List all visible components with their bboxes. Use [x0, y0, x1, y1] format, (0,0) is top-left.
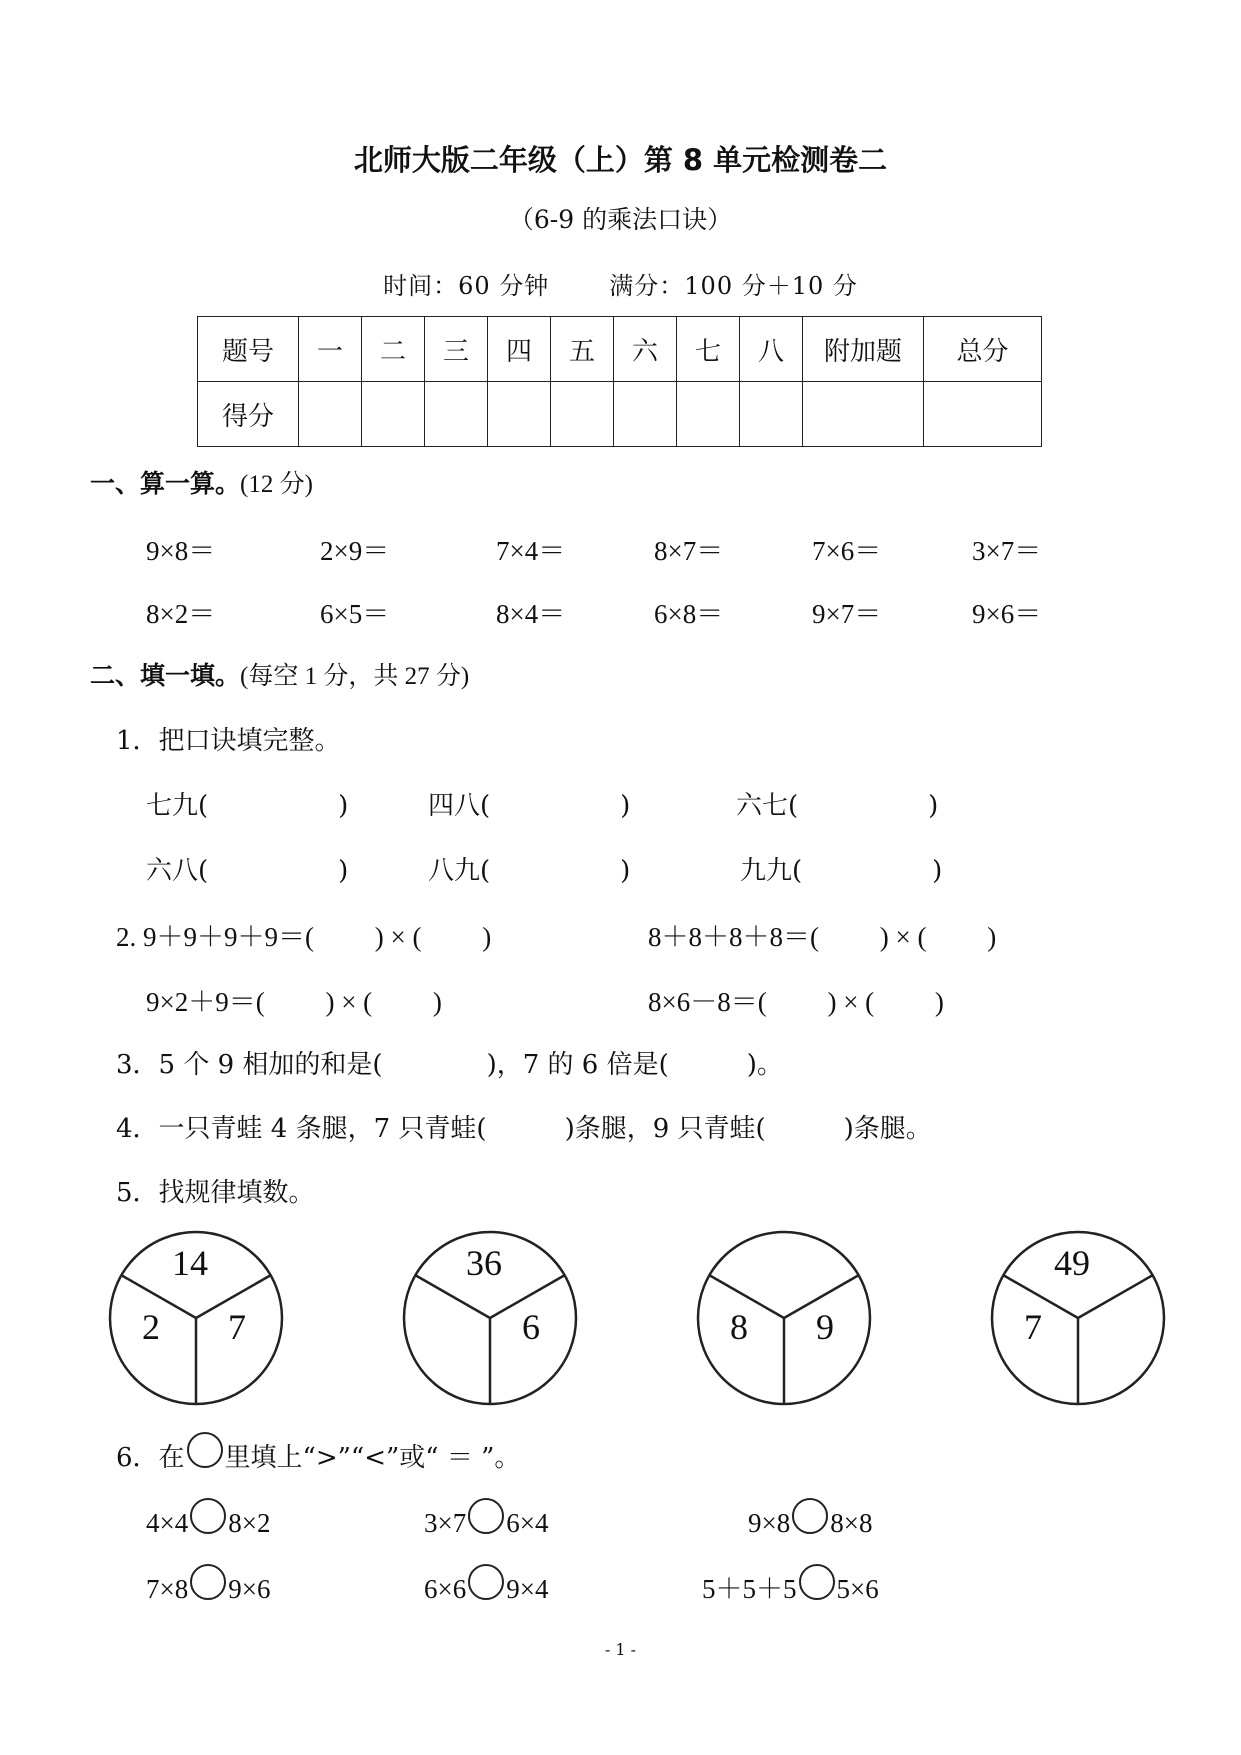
circle-left-number: 8: [730, 1307, 748, 1347]
calc-item: 6×5＝: [320, 599, 390, 629]
section-2-points: (每空 1 分，共 27 分): [240, 663, 470, 690]
question-2b[interactable]: 8＋8＋8＋8＝( ) × ( ): [648, 922, 997, 952]
compare-item: [424, 1564, 548, 1605]
table-header-cell: 总分: [924, 317, 1042, 382]
page-title: 北师大版二年级（上）第 8 单元检测卷二: [353, 143, 888, 177]
pattern-circle-shape: [696, 1230, 876, 1410]
question-2a[interactable]: 2. 9＋9＋9＋9＝( ) × ( ): [116, 922, 492, 952]
score-table-score-row: [198, 382, 1042, 447]
fill-blank-item[interactable]: 四八( ): [428, 791, 631, 821]
fill-blank-item[interactable]: 七九( ): [146, 791, 349, 821]
score-cell[interactable]: [677, 382, 740, 447]
calc-item: 6×8＝: [654, 599, 724, 629]
table-header-cell: 一: [299, 317, 362, 382]
circle-top-number: 36: [466, 1243, 502, 1283]
question-2d[interactable]: 8×6－8＝( ) × ( ): [648, 987, 944, 1017]
page-subtitle: （6-9 的乘法口诀）: [508, 205, 733, 234]
compare-left: 3×7: [424, 1508, 467, 1538]
calc-item: 7×4＝: [496, 536, 566, 566]
time-info: 时间：60 分钟: [383, 272, 550, 300]
compare-item: [702, 1564, 879, 1606]
score-cell[interactable]: [362, 382, 425, 447]
calc-item: 3×7＝: [972, 536, 1042, 566]
score-cell[interactable]: [740, 382, 803, 447]
fill-blank-item[interactable]: 八九( ): [428, 856, 631, 886]
compare-right: 9×6: [228, 1574, 271, 1604]
score-cell[interactable]: [924, 382, 1042, 447]
calc-item: 8×7＝: [654, 536, 724, 566]
compare-right: 9×4: [506, 1574, 549, 1604]
compare-right: 5×6: [836, 1574, 879, 1604]
section-2-heading: [90, 656, 469, 692]
compare-item: [748, 1498, 872, 1539]
compare-right: 6×4: [506, 1508, 549, 1538]
circle-left-number: 2: [142, 1307, 160, 1347]
compare-circle-input[interactable]: [468, 1564, 504, 1600]
score-cell[interactable]: [803, 382, 924, 447]
score-cell[interactable]: [551, 382, 614, 447]
question-2c[interactable]: 9×2＋9＝( ) × ( ): [146, 987, 442, 1017]
score-cell[interactable]: [614, 382, 677, 447]
compare-left: 9×8: [748, 1508, 791, 1538]
compare-item: [146, 1564, 270, 1605]
compare-circle-input[interactable]: [468, 1498, 504, 1534]
pattern-circle[interactable]: [990, 1230, 1170, 1410]
calc-item: 8×2＝: [146, 599, 216, 629]
pattern-circle[interactable]: [108, 1230, 288, 1410]
compare-right: 8×2: [228, 1508, 271, 1538]
full-score-info: 满分：100 分＋10 分: [609, 272, 858, 300]
score-cell[interactable]: [488, 382, 551, 447]
table-row-label: 得分: [198, 382, 299, 447]
circle-right-number: 6: [522, 1307, 540, 1347]
compare-right: 8×8: [830, 1508, 873, 1538]
calc-item: 8×4＝: [496, 599, 566, 629]
calc-item: 9×7＝: [812, 599, 882, 629]
fill-blank-item[interactable]: 六八( ): [146, 856, 349, 886]
section-2-title: 二、填一填。: [90, 661, 241, 690]
section-1-points: (12 分): [240, 471, 313, 498]
circle-right-number: 9: [816, 1307, 834, 1347]
calc-item: 7×6＝: [812, 536, 882, 566]
compare-circle-input[interactable]: [792, 1498, 828, 1534]
calc-item: 9×8＝: [146, 536, 216, 566]
question-1-text: 1．把口诀填完整。: [116, 726, 341, 756]
compare-item: [146, 1498, 270, 1539]
question-3[interactable]: 3．5 个 9 相加的和是( )，7 的 6 倍是( )。: [116, 1050, 783, 1080]
page-number: - 1 -: [604, 1640, 637, 1659]
compare-circle-icon: [187, 1432, 223, 1468]
score-cell[interactable]: [299, 382, 362, 447]
circle-top-number: 49: [1054, 1243, 1090, 1283]
table-header-cell: 四: [488, 317, 551, 382]
compare-circle-input[interactable]: [190, 1498, 226, 1534]
circle-top-number: 14: [172, 1243, 208, 1283]
score-table-header-row: [198, 317, 1042, 382]
compare-left: 4×4: [146, 1508, 189, 1538]
score-table: [197, 316, 1042, 447]
question-6-text-before: 6．在: [116, 1443, 185, 1473]
question-6-text-after: 里填上“>”“<”或“ ＝ ”。: [224, 1443, 521, 1473]
compare-circle-input[interactable]: [799, 1564, 835, 1600]
table-header-cell: 七: [677, 317, 740, 382]
circle-left-number: 7: [1024, 1307, 1042, 1347]
table-header-cell: 八: [740, 317, 803, 382]
compare-left: 5＋5＋5: [702, 1574, 797, 1604]
question-5-text: 5．找规律填数。: [116, 1178, 315, 1208]
table-header-cell: 六: [614, 317, 677, 382]
table-header-cell: 二: [362, 317, 425, 382]
section-1-title: 一、算一算。: [90, 469, 241, 498]
compare-circle-input[interactable]: [190, 1564, 226, 1600]
table-header-cell: 五: [551, 317, 614, 382]
fill-blank-item[interactable]: 六七( ): [736, 791, 939, 821]
compare-left: 7×8: [146, 1574, 189, 1604]
table-header-cell: 附加题: [803, 317, 924, 382]
question-6-text: [116, 1432, 520, 1474]
circle-right-number: 7: [228, 1307, 246, 1347]
fill-blank-item[interactable]: 九九( ): [740, 856, 943, 886]
exam-info: [0, 266, 1241, 301]
question-4[interactable]: 4．一只青蛙 4 条腿，7 只青蛙( )条腿，9 只青蛙( )条腿。: [116, 1114, 932, 1144]
pattern-circle[interactable]: [402, 1230, 582, 1410]
compare-item: [424, 1498, 548, 1539]
calc-item: 9×6＝: [972, 599, 1042, 629]
table-header-cell: 题号: [198, 317, 299, 382]
table-header-cell: 三: [425, 317, 488, 382]
pattern-circle[interactable]: [696, 1230, 876, 1410]
compare-left: 6×6: [424, 1574, 467, 1604]
calc-item: 2×9＝: [320, 536, 390, 566]
score-cell[interactable]: [425, 382, 488, 447]
section-1-heading: [90, 464, 313, 500]
